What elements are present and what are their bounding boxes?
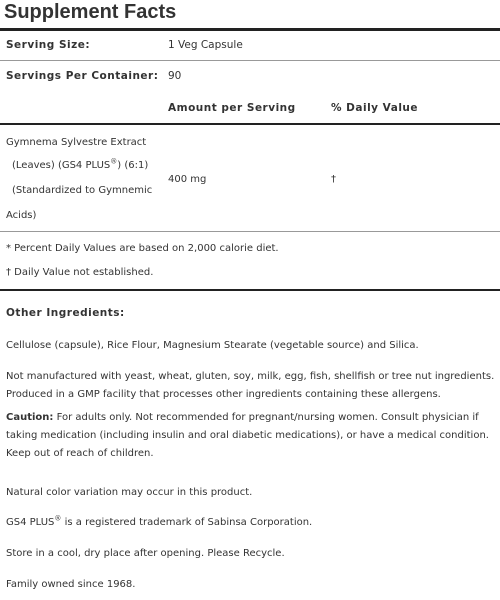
title-divider: [0, 28, 500, 31]
daily-value-header: % Daily Value: [331, 102, 419, 114]
dv-not-established-note: † Daily Value not established.: [6, 267, 154, 278]
divider: [0, 231, 500, 232]
page-title: Supplement Facts: [4, 1, 177, 23]
divider: [0, 60, 500, 61]
header-divider: [0, 123, 500, 125]
family-owned-note: Family owned since 1968.: [6, 579, 136, 590]
servings-per-container-value: 90: [168, 70, 182, 82]
other-ingredients-heading: Other Ingredients:: [6, 307, 125, 319]
amount-per-serving-header: Amount per Serving: [168, 102, 296, 114]
caution-statement: Caution: For adults only. Not recommended for pregnant/nursing women. Consult physician if taking medication (including insulin and oral diabetic medications), or have a medical condition. Keep out of reach of children.: [6, 412, 489, 459]
ingredient-daily-value: †: [331, 174, 336, 185]
other-ingredients-text: Cellulose (capsule), Rice Flour, Magnesium Stearate (vegetable source) and Silica.: [6, 340, 419, 351]
storage-instructions: Store in a cool, dry place after opening. Please Recycle.: [6, 548, 285, 559]
servings-per-container-label: Servings Per Container:: [6, 70, 159, 82]
ingredient-name-line3: (Standardized to Gymnemic: [12, 185, 153, 196]
trademark-statement: GS4 PLUS® is a registered trademark of Sabinsa Corporation.: [6, 514, 313, 528]
section-divider: [0, 289, 500, 291]
serving-size-value: 1 Veg Capsule: [168, 39, 243, 51]
ingredient-name-line4: Acids): [6, 210, 37, 221]
registered-mark: ®: [110, 157, 118, 166]
ingredient-name-line1: Gymnema Sylvestre Extract: [6, 137, 147, 148]
caution-label: Caution:: [6, 412, 54, 423]
ingredient-name-line2: (Leaves) (GS4 PLUS®) (6:1): [12, 157, 149, 171]
color-variation-note: Natural color variation may occur in this product.: [6, 487, 253, 498]
serving-size-label: Serving Size:: [6, 39, 91, 51]
ingredient-amount: 400 mg: [168, 174, 207, 185]
registered-mark: ®: [54, 514, 62, 523]
manufacturing-statement: Not manufactured with yeast, wheat, gluten, soy, milk, egg, fish, shellfish or tree nut ingredients. Produced in a GMP facility that processes other ingredients containing these allergens.: [6, 371, 495, 400]
percent-dv-note: * Percent Daily Values are based on 2,000 calorie diet.: [6, 243, 279, 254]
